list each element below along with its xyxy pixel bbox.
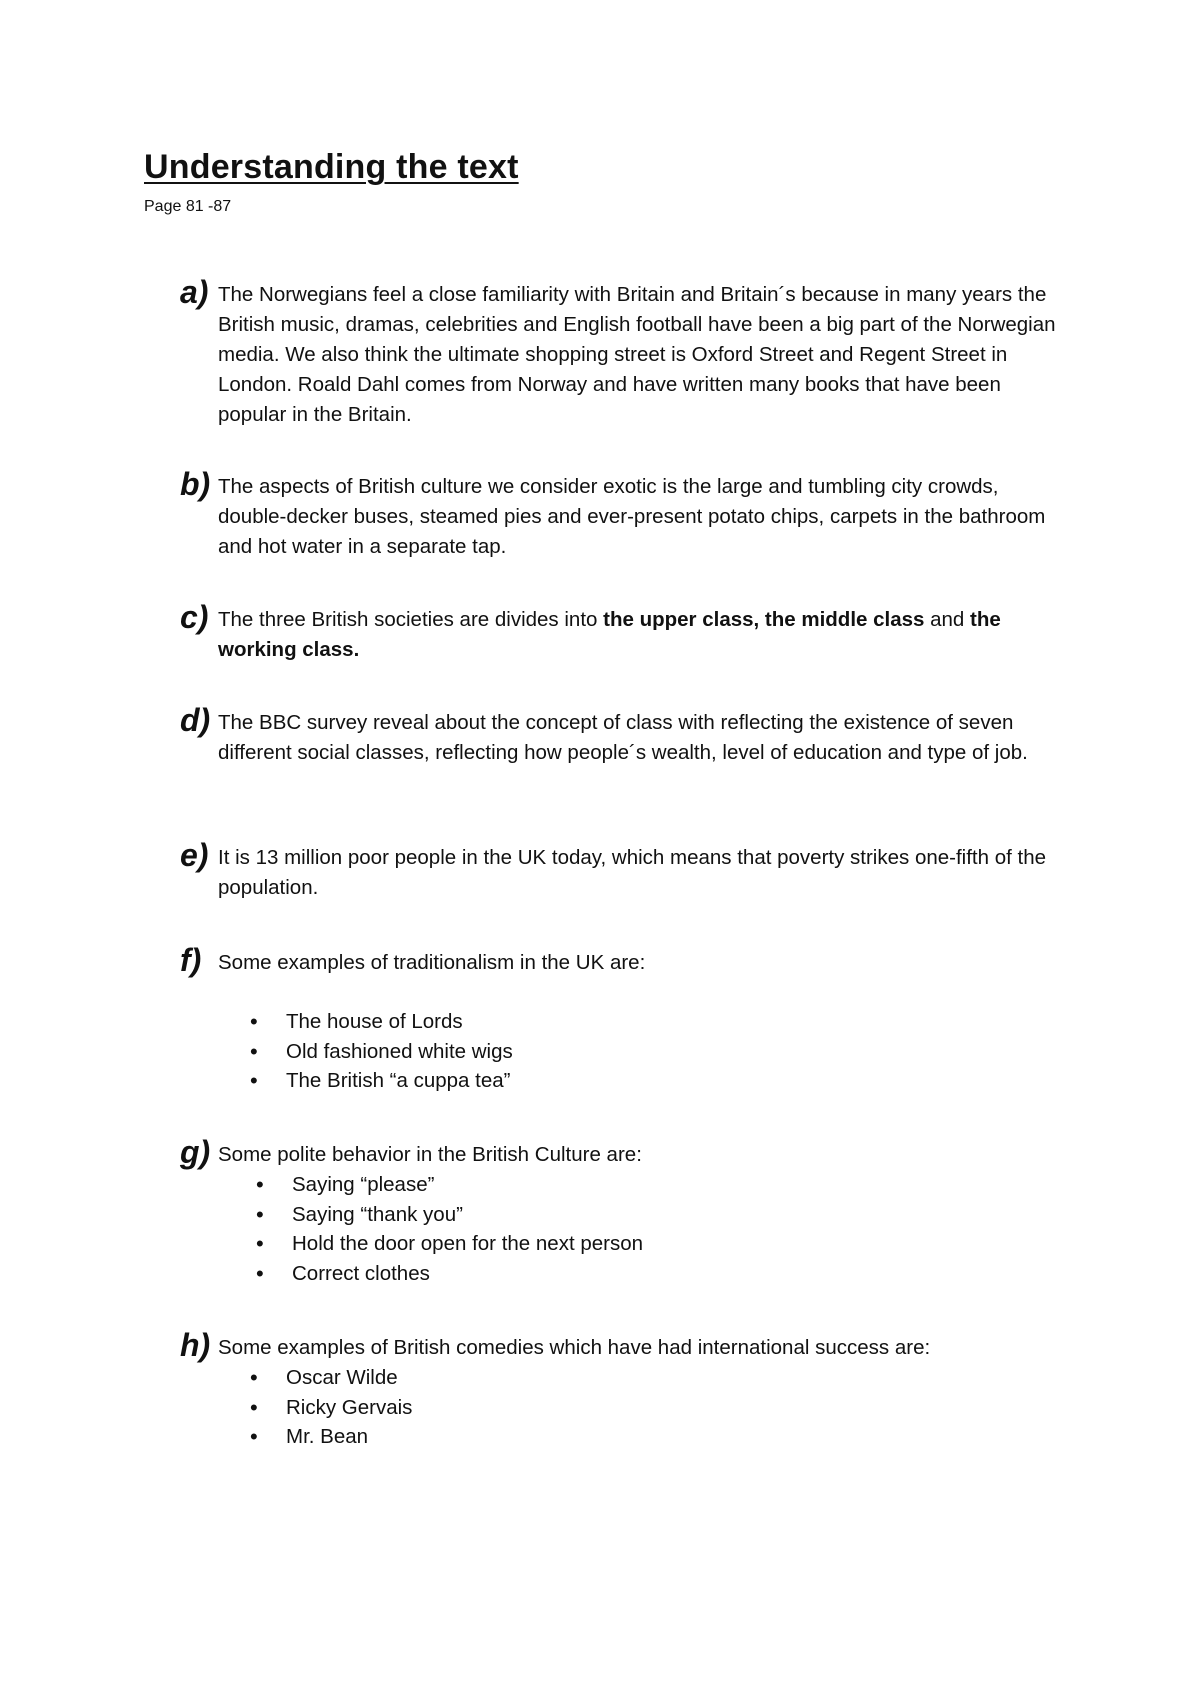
answer-text-part: and: [924, 608, 971, 631]
answer-bold-part: the working class.: [218, 608, 1001, 661]
answer-marker: f): [180, 942, 202, 978]
answer-text: The BBC survey reveal about the concept of class with reflecting the existence of seven different social classes, reflecting how people´s wealth, level of education and type of job.: [218, 711, 1028, 764]
page-range: Page 81 -87: [144, 198, 232, 215]
answer-d: [180, 702, 1060, 768]
answer-text-part: The three British societies are divides into: [218, 608, 604, 631]
answer-f: [180, 942, 1060, 1096]
answer-text: Some examples of traditionalism in the UK are:: [218, 951, 646, 974]
list-item: • The British “a cuppa tea”: [248, 1066, 1060, 1096]
list-item: • Correct clothes: [254, 1259, 1060, 1289]
comedies-list: [248, 1363, 1060, 1452]
list-item: • Ricky Gervais: [248, 1393, 1060, 1423]
answer-marker: a): [180, 274, 209, 310]
traditionalism-list: [248, 1007, 1060, 1096]
answer-marker: c): [180, 599, 209, 635]
answer-b: [180, 466, 1060, 562]
answer-a: [180, 274, 1060, 430]
answer-marker: h): [180, 1327, 211, 1363]
list-item: • Old fashioned white wigs: [248, 1037, 1060, 1067]
answer-text: Some polite behavior in the British Culture are:: [218, 1143, 642, 1166]
list-item: • Mr. Bean: [248, 1422, 1060, 1452]
list-item: • Saying “thank you”: [254, 1200, 1060, 1230]
answer-marker: b): [180, 466, 211, 502]
list-item: • Oscar Wilde: [248, 1363, 1060, 1393]
answer-text: The Norwegians feel a close familiarity with Britain and Britain´s because in many years the British music, dramas, celebrities and English football have been a big part of the Norwegian media. We also think the ultimate shopping street is Oxford Street and Regent Street in London. Roald Dahl comes from Norway and have written many books that have been popular in the Britain.: [218, 283, 1056, 426]
answer-marker: e): [180, 837, 209, 873]
list-item: • Hold the door open for the next person: [254, 1229, 1060, 1259]
answer-text: [218, 605, 1060, 665]
answer-marker: g): [180, 1134, 211, 1170]
list-item: • Saying “please”: [254, 1170, 1060, 1200]
polite-behavior-list: [254, 1170, 1060, 1288]
answer-g: [180, 1134, 1060, 1288]
page-title: Understanding the text: [144, 148, 519, 186]
answer-text: The aspects of British culture we consider exotic is the large and tumbling city crowds, double-decker buses, steamed pies and ever-present potato chips, carpets in the bathroom and hot water in a separate tap.: [218, 475, 1046, 558]
list-item: • The house of Lords: [248, 1007, 1060, 1037]
answer-e: [180, 837, 1060, 903]
answer-c: [180, 599, 1060, 665]
answer-h: [180, 1327, 1060, 1452]
answer-bold-part: the upper class, the middle class: [603, 608, 925, 631]
answer-marker: d): [180, 702, 211, 738]
answer-text: Some examples of British comedies which have had international success are:: [218, 1336, 931, 1359]
answer-text: It is 13 million poor people in the UK today, which means that poverty strikes one-fifth of the population.: [218, 846, 1047, 899]
